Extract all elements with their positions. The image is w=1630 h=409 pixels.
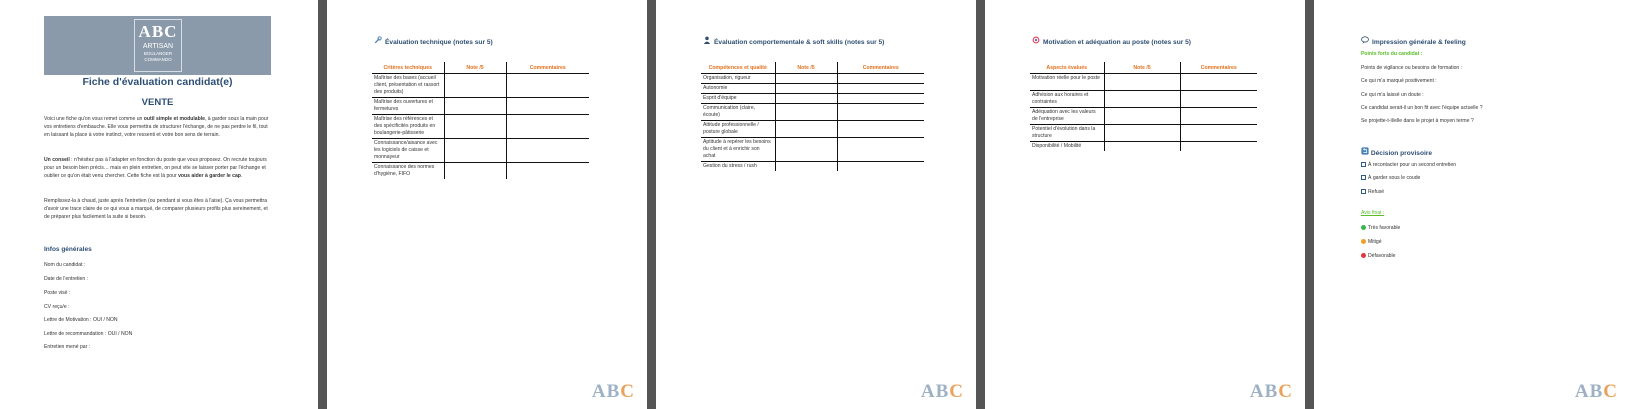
intro-paragraph-2 [44, 157, 274, 180]
impression-line: Ce qui m'a laissé un doute : [1361, 92, 1424, 98]
row-skill: Communication (claire, écoute) [701, 104, 775, 121]
table-header-row [372, 62, 589, 74]
red-circle-icon [1361, 253, 1366, 258]
comment-cell[interactable] [1180, 108, 1257, 125]
page-2 [327, 0, 647, 409]
para2-bold-c: vous aider à garder le cap [178, 172, 241, 179]
decision-option[interactable] [1361, 162, 1456, 168]
comment-cell[interactable] [837, 104, 924, 121]
impression-section-title [1361, 36, 1466, 46]
impression-title-text: Impression générale & feeling [1372, 39, 1466, 46]
info-line-name: Nom du candidat : [44, 262, 86, 268]
opinion-label: Mitigé [1368, 239, 1382, 245]
row-criterion: Maîtrise des bases (accueil client, présentation et rassort des produits) [372, 74, 444, 98]
target-icon [1032, 36, 1040, 46]
score-cell[interactable] [775, 162, 837, 172]
intro-paragraph-1 [44, 116, 274, 139]
comment-cell[interactable] [506, 74, 589, 98]
wrench-icon [374, 36, 382, 46]
table-row [701, 138, 924, 162]
score-cell[interactable] [1104, 108, 1180, 125]
score-cell[interactable] [444, 74, 506, 98]
strengths-label: Points forts du candidat : [1361, 51, 1423, 57]
decision-title-text: Décision provisoire [1370, 150, 1433, 157]
col-header-comments: Commentaires [837, 62, 924, 74]
info-line-position: Poste visé : [44, 290, 71, 296]
comment-cell[interactable] [837, 162, 924, 172]
page-4 [985, 0, 1305, 409]
comment-cell[interactable] [506, 115, 589, 139]
technical-section-title [374, 36, 493, 46]
table-row [701, 121, 924, 138]
table-row [372, 98, 589, 115]
para1-bold: outil simple et modulable [143, 116, 205, 122]
decision-label: À recontacter pour un second entretien [1368, 162, 1457, 168]
col-header-comments: Commentaires [1180, 62, 1257, 74]
comment-cell[interactable] [1180, 125, 1257, 142]
table-row [372, 163, 589, 180]
comment-cell[interactable] [1180, 142, 1257, 152]
row-aspect: Motivation réelle pour le poste [1030, 74, 1104, 91]
info-section-title: Infos générales [44, 246, 92, 253]
row-skill: Gestion du stress / rush [703, 163, 757, 169]
opinion-option[interactable] [1361, 239, 1382, 245]
green-circle-icon [1361, 225, 1366, 230]
behavior-section-title [703, 36, 884, 46]
page-5 [1314, 0, 1630, 409]
abc-watermark-logo: ABC [1249, 381, 1293, 402]
para1-part-c: , à garder sous la main pour vos entretiens d'embauche. Elle vous permettra de structurer l'échange, de ne pas perdre le fil, tout en laissant la place à votre instinct, votre ressenti et votre bon sens de terrain. [44, 116, 269, 138]
score-cell[interactable] [444, 115, 506, 139]
info-line-motivation-letter: Lettre de Motivation : OUI / NON [44, 317, 118, 323]
logo-letters: ABC [138, 22, 178, 41]
score-cell[interactable] [1104, 142, 1180, 152]
table-row [1030, 91, 1257, 108]
comment-cell[interactable] [506, 98, 589, 115]
table-row [1030, 125, 1257, 142]
row-criterion: Connaissance des normes d'hygiène, FIFO [374, 164, 435, 177]
table-header-row [1030, 62, 1257, 74]
motivation-table [1030, 62, 1257, 151]
decision-label: Refusé [1368, 189, 1385, 195]
col-header-comments: Commentaires [506, 62, 589, 74]
abc-logo [134, 19, 182, 72]
row-skill: Esprit d'équipe [701, 94, 775, 104]
col-header-aspects: Aspects évalués [1030, 62, 1104, 74]
opinion-option[interactable] [1361, 225, 1400, 231]
col-header-skills: Compétences et qualité [701, 62, 775, 74]
para2-part-b: : n'hésitez pas à l'adapter en fonction du poste que vous proposez. On recrute toujours pour un besoin bien précis… mais en plein entretien, on peut vite se laisser porter par l'échange et oublier ce qu'on était venu chercher. Cette fiche est là pour [44, 157, 267, 179]
row-skill: Organisation, rigueur [701, 74, 775, 84]
row-skill: Attitude professionnelle / posture globale [701, 121, 775, 138]
score-cell[interactable] [1104, 91, 1180, 108]
person-icon [703, 36, 711, 46]
chat-icon [1361, 36, 1369, 46]
comment-cell[interactable] [506, 163, 589, 180]
comment-cell[interactable] [837, 84, 924, 94]
table-row [701, 94, 924, 104]
page-1 [0, 0, 318, 409]
score-cell[interactable] [1104, 74, 1180, 91]
abc-watermark-logo: ABC [591, 381, 635, 402]
motivation-section-title [1032, 36, 1191, 46]
para2-bold-a: Un conseil [44, 157, 70, 163]
header-banner [44, 16, 271, 75]
technical-table [372, 62, 589, 179]
score-cell[interactable] [444, 139, 506, 163]
score-cell[interactable] [775, 104, 837, 121]
comment-cell[interactable] [1180, 74, 1257, 91]
score-cell[interactable] [775, 121, 837, 138]
score-cell[interactable] [444, 163, 506, 180]
return-arrow-icon [1361, 150, 1371, 157]
opinion-label: Très favorable [1368, 225, 1401, 231]
table-row [701, 74, 924, 84]
row-skill: Aptitude à repérer les besoins du client et à enrichir son achat [701, 138, 775, 162]
row-criterion: Maîtrise des références et des spécificités produits en boulangerie-pâtisserie [372, 115, 444, 139]
checkbox-icon[interactable] [1361, 162, 1366, 167]
row-criterion: Maîtrise des ouvertures et fermetures [372, 98, 444, 115]
comment-cell[interactable] [837, 121, 924, 138]
page-title: Fiche d'évaluation candidat(e) [82, 76, 233, 88]
score-cell[interactable] [444, 98, 506, 115]
comment-cell[interactable] [837, 74, 924, 84]
score-cell[interactable] [775, 74, 837, 84]
col-header-score: Note /5 [444, 62, 506, 74]
info-line-recommendation: Lettre de recommandation : OUI / NON [44, 331, 133, 337]
row-aspect: Adhésion aux horaires et contraintes [1030, 91, 1104, 108]
row-aspect: Adéquation avec les valeurs de l'entreprise [1030, 108, 1104, 125]
opinion-label: Défavorable [1368, 253, 1396, 259]
score-cell[interactable] [775, 94, 837, 104]
page-subtitle: VENTE [141, 97, 174, 108]
col-header-score: Note /5 [1104, 62, 1180, 74]
intro-paragraph-3: Remplissez-la à chaud, juste après l'entretien (ou pendant si vous êtes à l'aise). Ça vous permettra d'avoir une trace claire de ce qui vous a marqué, de comparer plusieurs profils plus sereinement, et de préparer plus facilement la suite si besoin. [44, 198, 268, 220]
row-aspect: Potentiel d'évolution dans la structure [1030, 125, 1104, 142]
score-cell[interactable] [775, 138, 837, 162]
table-row [701, 104, 924, 121]
score-cell[interactable] [1104, 125, 1180, 142]
table-header-row [701, 62, 924, 74]
motivation-title-text: Motivation et adéquation au poste (notes sur 5) [1043, 39, 1192, 46]
para1-part-a: Voici une fiche qu'on vous remet comme un [44, 116, 144, 122]
page-3 [656, 0, 976, 409]
decision-option[interactable] [1361, 189, 1384, 195]
comment-cell[interactable] [837, 138, 924, 162]
table-row [372, 115, 589, 139]
decision-section-title [1361, 147, 1432, 157]
technical-title-text: Évaluation technique (notes sur 5) [385, 39, 493, 46]
row-criterion: Connaissance/aisance avec les logiciels de caisse et monnayeur [372, 139, 444, 163]
table-row [372, 74, 589, 98]
logo-line-2: BOULANGER [143, 51, 173, 56]
abc-watermark-logo: ABC [1574, 381, 1618, 402]
info-line-interviewer: Entretien mené par : [44, 344, 91, 350]
orange-circle-icon [1361, 239, 1366, 244]
info-line-cv: CV reçu/e : [44, 304, 70, 310]
col-header-criteria: Critères techniques [372, 62, 444, 74]
score-cell[interactable] [775, 84, 837, 94]
table-row [701, 84, 924, 94]
abc-watermark-logo: ABC [920, 381, 964, 402]
decision-label: À garder sous le coude [1368, 175, 1421, 181]
comment-cell[interactable] [837, 94, 924, 104]
para2-part-d: . [240, 172, 243, 179]
row-skill: Autonomie [701, 84, 775, 94]
checkbox-icon[interactable] [1361, 189, 1366, 194]
col-header-score: Note /5 [775, 62, 837, 74]
table-row [701, 162, 924, 172]
impression-line: Points de vigilance ou besoins de formation : [1361, 65, 1463, 71]
final-opinion-label: Avis final : [1361, 210, 1385, 216]
row-aspect: Disponibilité / Mobilité [1032, 143, 1082, 149]
table-row [372, 139, 589, 163]
comment-cell[interactable] [1180, 91, 1257, 108]
comment-cell[interactable] [506, 139, 589, 163]
table-row [1030, 74, 1257, 91]
impression-line: Ce qui m'a marqué positivement : [1361, 78, 1437, 84]
impression-line: Ce candidat serait-il un bon fit avec l'équipe actuelle ? [1361, 105, 1483, 111]
table-row [1030, 108, 1257, 125]
decision-option[interactable] [1361, 175, 1420, 181]
logo-line-1: ARTISAN [142, 43, 174, 50]
checkbox-icon[interactable] [1361, 175, 1366, 180]
logo-line-3: COMMANDO [144, 57, 172, 62]
behavior-table [701, 62, 924, 171]
table-row [1030, 142, 1257, 152]
impression-line: Se projette-t-il/elle dans le projet à moyen terme ? [1361, 118, 1474, 124]
opinion-option[interactable] [1361, 253, 1395, 259]
info-line-date: Date de l'entretien : [44, 276, 89, 282]
behavior-title-text: Évaluation comportementale & soft skills (notes sur 5) [714, 39, 885, 46]
